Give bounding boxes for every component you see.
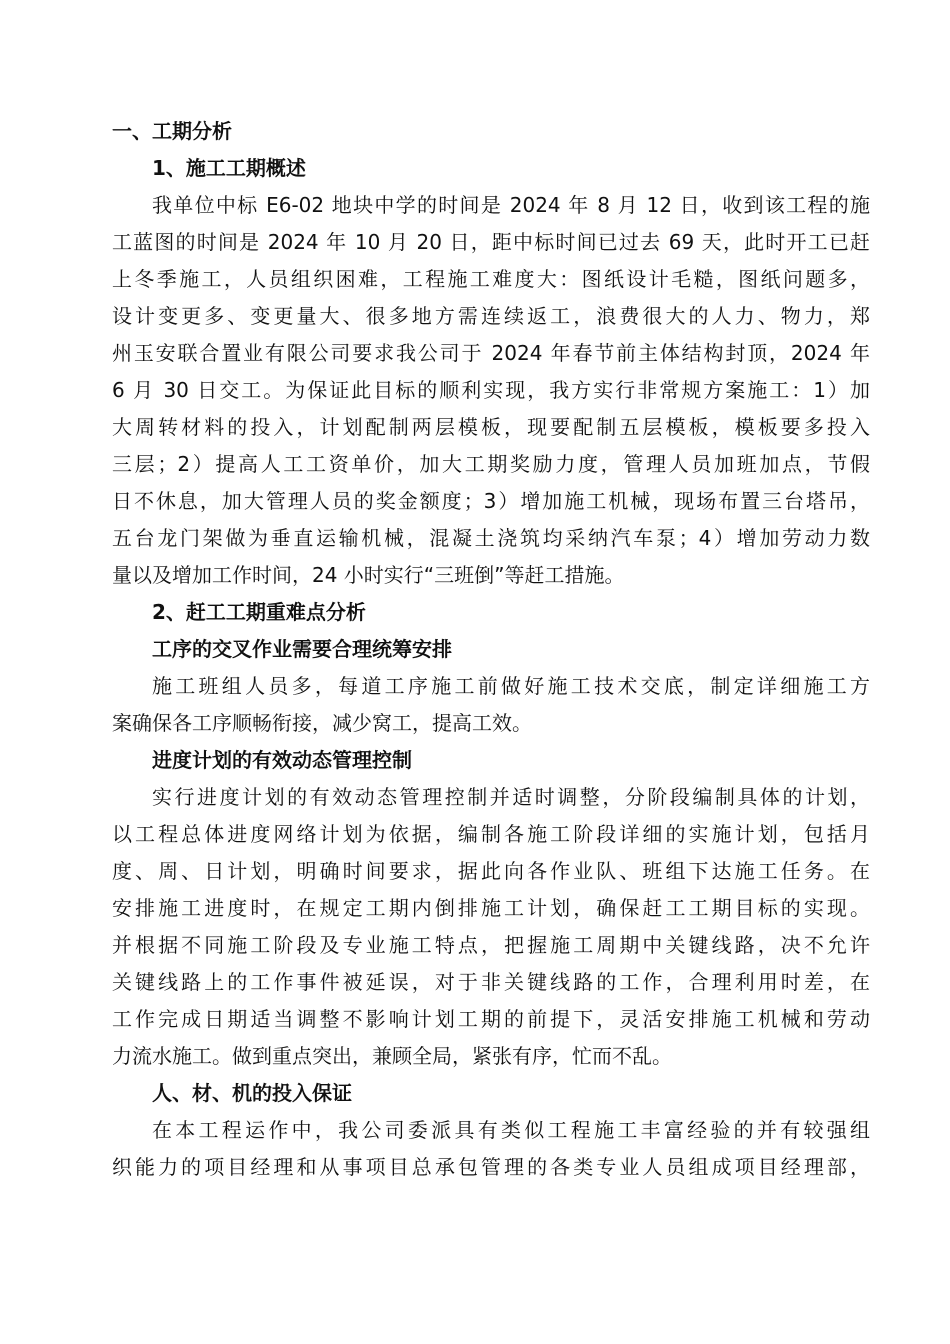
text-line: 量以及增加工作时间，24 小时实行“三班倒”等赶工措施。 <box>112 563 625 587</box>
text-line: 我单位中标 E6-02 地块中学的时间是 2024 年 8 月 12 日，收到该工程的施 <box>152 193 870 217</box>
subsection-heading-difficulties: 2、赶工工期重难点分析 <box>152 600 366 624</box>
text-line: 州玉安联合置业有限公司要求我公司于 2024 年春节前主体结构封顶，2024 年 <box>112 341 870 365</box>
text-line: 安排施工进度时，在规定工期内倒排施工计划，确保赶工工期目标的实现。 <box>112 896 870 920</box>
text-line: 案确保各工序顺畅衔接，减少窝工，提高工效。 <box>112 711 532 735</box>
paragraph-schedule-control <box>112 779 870 1075</box>
paragraph-overview <box>112 187 870 594</box>
text-line: 设计变更多、变更量大、很多地方需连续返工，浪费很大的人力、物力，郑 <box>112 304 870 328</box>
text-line: 6 月 30 日交工。为保证此目标的顺利实现，我方实行非常规方案施工：1）加 <box>112 378 870 402</box>
text-line: 大周转材料的投入，计划配制两层模板，现要配制五层模板，模板要多投入 <box>112 415 870 439</box>
text-line: 力流水施工。做到重点突出，兼顾全局，紧张有序，忙而不乱。 <box>112 1044 672 1068</box>
text-line: 以工程总体进度网络计划为依据，编制各施工阶段详细的实施计划，包括月 <box>112 822 870 846</box>
topic-heading-resources: 人、材、机的投入保证 <box>152 1081 352 1105</box>
text-line: 施工班组人员多，每道工序施工前做好施工技术交底，制定详细施工方 <box>152 674 870 698</box>
text-line: 上冬季施工，人员组织困难，工程施工难度大：图纸设计毛糙，图纸问题多， <box>112 267 870 291</box>
text-line: 并根据不同施工阶段及专业施工特点，把握施工周期中关键线路，决不允许 <box>112 933 870 957</box>
text-line: 织能力的项目经理和从事项目总承包管理的各类专业人员组成项目经理部， <box>112 1155 870 1179</box>
text-line: 实行进度计划的有效动态管理控制并适时调整，分阶段编制具体的计划， <box>152 785 870 809</box>
paragraph-cross-work <box>112 668 870 742</box>
text-line: 三层；2）提高人工工资单价，加大工期奖励力度，管理人员加班加点，节假 <box>112 452 870 476</box>
text-line: 工蓝图的时间是 2024 年 10 月 20 日，距中标时间已过去 69 天，此时开工已赶 <box>112 230 870 254</box>
subsection-heading-overview: 1、施工工期概述 <box>152 156 306 180</box>
topic-heading-schedule-control: 进度计划的有效动态管理控制 <box>152 748 412 772</box>
section-heading: 一、工期分析 <box>112 119 232 143</box>
topic-heading-cross-work: 工序的交叉作业需要合理统筹安排 <box>152 637 452 661</box>
text-line: 五台龙门架做为垂直运输机械，混凝土浇筑均采纳汽车泵；4）增加劳动力数 <box>112 526 870 550</box>
text-line: 在本工程运作中，我公司委派具有类似工程施工丰富经验的并有较强组 <box>152 1118 870 1142</box>
text-line: 工作完成日期适当调整不影响计划工期的前提下，灵活安排施工机械和劳动 <box>112 1007 870 1031</box>
text-line: 日不休息，加大管理人员的奖金额度；3）增加施工机械，现场布置三台塔吊， <box>112 489 870 513</box>
text-line: 关键线路上的工作事件被延误，对于非关键线路的工作，合理利用时差，在 <box>112 970 870 994</box>
text-line: 度、周、日计划，明确时间要求，据此向各作业队、班组下达施工任务。在 <box>112 859 870 883</box>
paragraph-resources <box>112 1112 870 1186</box>
